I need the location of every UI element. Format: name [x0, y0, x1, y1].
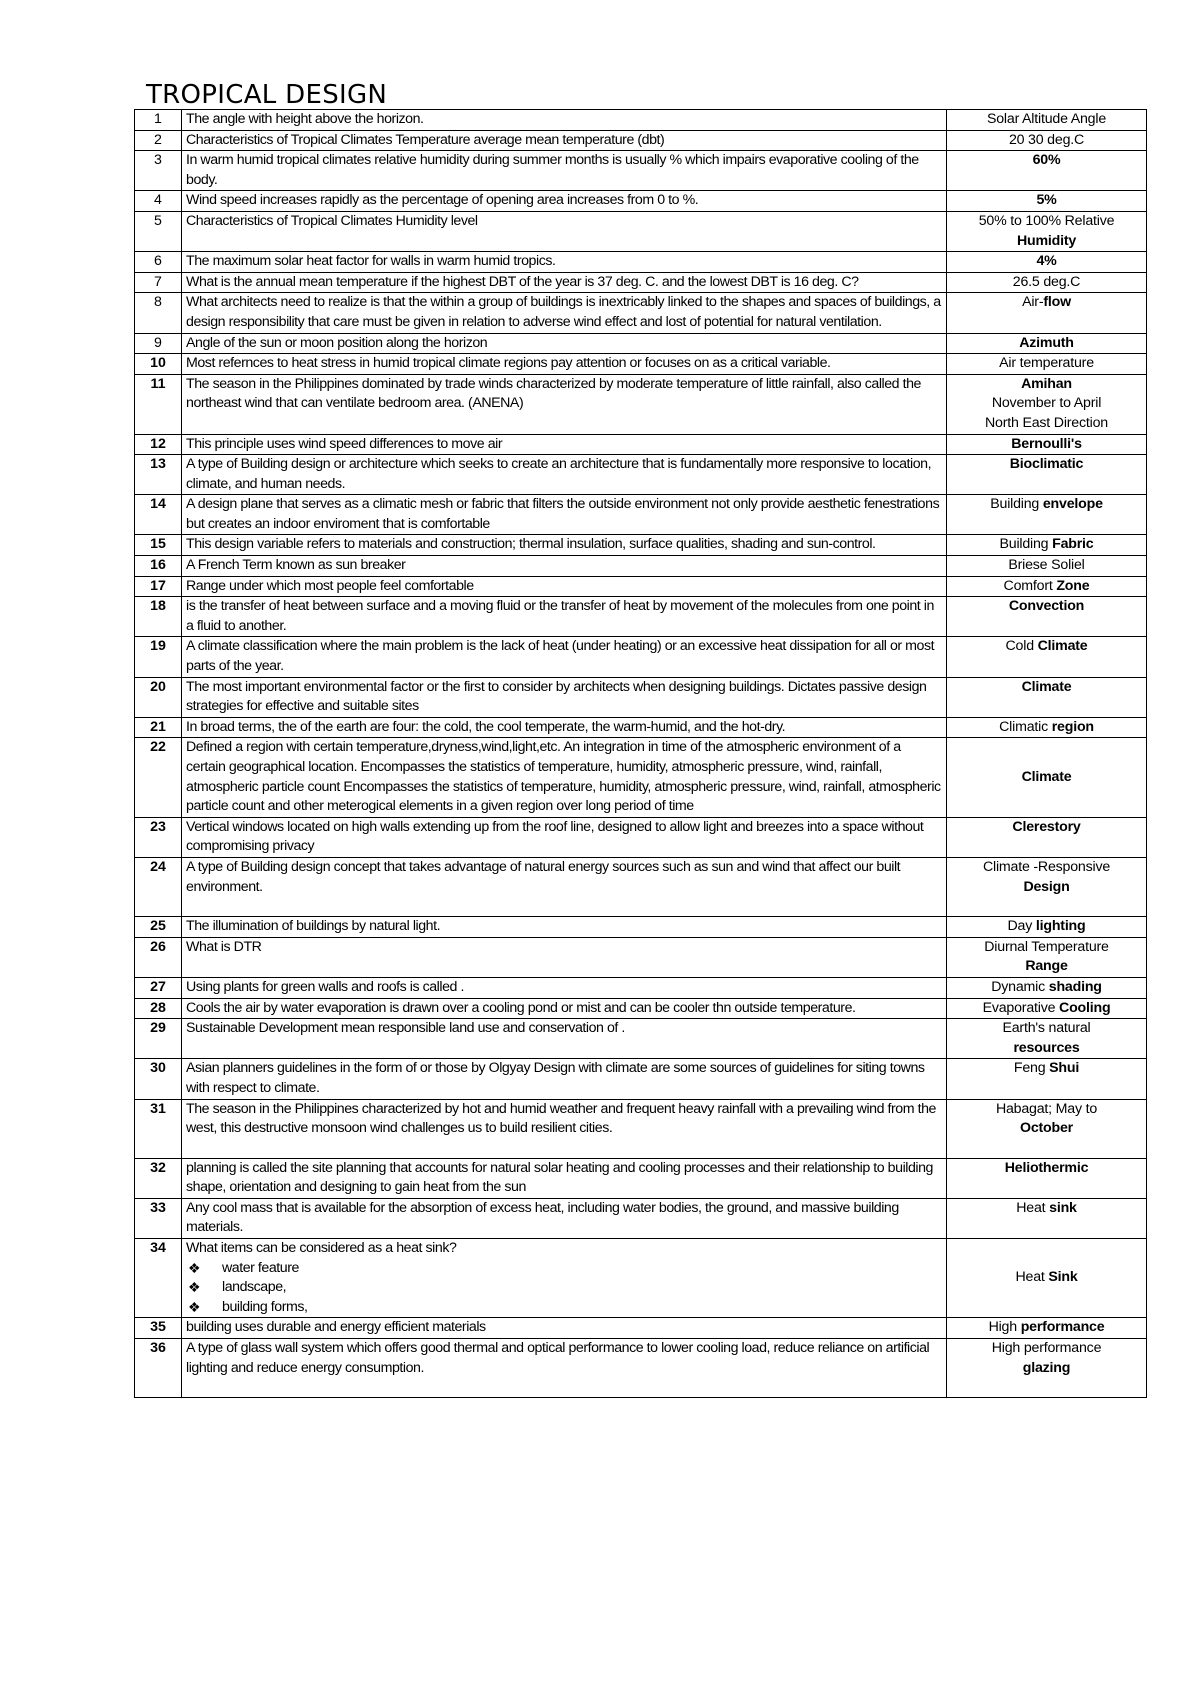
question-number: 14 — [135, 495, 182, 535]
answer-cell — [947, 597, 1147, 637]
question-number: 28 — [135, 998, 182, 1019]
question-number: 36 — [135, 1339, 182, 1398]
answer-cell — [947, 252, 1147, 273]
question-text: A type of Building design concept that takes advantage of natural energy sources such as sun and wind that affect our built environment. — [182, 857, 947, 916]
answer-line-2: resources — [1013, 1039, 1080, 1056]
question-text: Sustainable Development mean responsible land use and conservation of . — [182, 1019, 947, 1059]
answer-bold-text: Fabric — [1052, 536, 1094, 553]
question-text: building uses durable and energy efficient materials — [182, 1318, 947, 1339]
answer-text: Briese Soliel — [1008, 557, 1085, 574]
question-text: This principle uses wind speed differences to move air — [182, 434, 947, 455]
table-row — [135, 817, 1147, 857]
question-text: In broad terms, the of the earth are four: the cold, the cool temperate, the warm-humid, and the hot-dry. — [182, 717, 947, 738]
table-row — [135, 1059, 1147, 1099]
answer-text: Comfort — [1003, 577, 1057, 594]
answer-cell — [947, 857, 1147, 916]
answer-text: Dynamic — [991, 978, 1049, 995]
answer-text: Cold — [1005, 638, 1038, 655]
answer-bold-text: Bioclimatic — [1009, 456, 1084, 473]
answer-bold-text: Convection — [1008, 598, 1085, 615]
answer-text: Climate -Responsive — [982, 858, 1111, 875]
answer-cell — [947, 1019, 1147, 1059]
answer-cell — [947, 576, 1147, 597]
question-prompt: What items can be considered as a heat sink? — [186, 1240, 457, 1257]
question-number: 24 — [135, 857, 182, 916]
questions-table — [134, 109, 1147, 1398]
answer-text: Climatic — [999, 718, 1052, 735]
table-row — [135, 374, 1147, 434]
question-number: 34 — [135, 1239, 182, 1318]
question-number: 8 — [135, 293, 182, 333]
answer-cell — [947, 677, 1147, 717]
bullet-icon: ❖ — [188, 1279, 201, 1296]
table-row — [135, 738, 1147, 817]
list-item — [188, 1298, 942, 1318]
answer-cell — [947, 637, 1147, 677]
answer-bold-text: flow — [1043, 294, 1071, 311]
answer-text: 20 30 deg.C — [1008, 131, 1085, 148]
question-text: Characteristics of Tropical Climates Humidity level — [182, 211, 947, 251]
answer-text: Diurnal Temperature — [984, 938, 1109, 955]
answer-text: Heat — [1015, 1269, 1049, 1286]
question-number: 20 — [135, 677, 182, 717]
answer-bold-text: Sink — [1048, 1269, 1078, 1286]
answer-cell — [947, 917, 1147, 938]
answer-cell — [947, 1339, 1147, 1398]
question-text: A climate classification where the main problem is the lack of heat (under heating) or an excessive heat dissipation for all or most parts of the year. — [182, 637, 947, 677]
table-row — [135, 333, 1147, 354]
table-row — [135, 354, 1147, 375]
table-row — [135, 1019, 1147, 1059]
answer-bold-text: sink — [1049, 1199, 1077, 1216]
answer-line-2: glazing — [1022, 1359, 1071, 1376]
answer-cell — [947, 374, 1147, 434]
question-number: 22 — [135, 738, 182, 817]
list-item — [188, 1259, 942, 1279]
answer-text: Solar Altitude Angle — [986, 111, 1107, 127]
document-title: TROPICAL DESIGN — [146, 80, 388, 110]
answer-bold-text: 4% — [1036, 253, 1057, 270]
answer-cell — [947, 1158, 1147, 1198]
question-text: planning is called the site planning that accounts for natural solar heating and cooling processes and their relationship to building shape, orientation and designing to gain heat from the sun — [182, 1158, 947, 1198]
answer-cell — [947, 717, 1147, 738]
question-text: A type of glass wall system which offers good thermal and optical performance to lower cooling load, reduce reliance on artificial lighting and reduce energy consumption. — [182, 1339, 947, 1398]
answer-text: Building — [999, 536, 1053, 553]
answer-bold-text: 5% — [1036, 192, 1057, 209]
question-number: 3 — [135, 151, 182, 191]
table-row — [135, 1239, 1147, 1318]
answer-text: Air- — [1022, 294, 1044, 311]
table-row — [135, 252, 1147, 273]
table-row — [135, 597, 1147, 637]
question-number: 12 — [135, 434, 182, 455]
answer-bold-text: Heliothermic — [1004, 1159, 1089, 1176]
answer-text: Evaporative — [982, 999, 1060, 1016]
list-item-text: landscape, — [222, 1279, 287, 1296]
answer-cell — [947, 1099, 1147, 1158]
answer-text: Air temperature — [999, 355, 1094, 372]
answer-bold-text: shading — [1048, 978, 1102, 995]
question-text: Range under which most people feel comfortable — [182, 576, 947, 597]
answer-line-2: October — [1020, 1120, 1073, 1137]
answer-cell — [947, 977, 1147, 998]
table-row — [135, 1339, 1147, 1398]
question-text: is the transfer of heat between surface and a moving fluid or the transfer of heat by movement of the molecules from one point in a fluid to another. — [182, 597, 947, 637]
answer-bold-text: lighting — [1035, 918, 1086, 935]
question-text: What architects need to realize is that the within a group of buildings is inextricably linked to the shapes and spaces of buildings, a design responsibility that care must be given in relation to adverse wind effect and lost of potential for natural ventilation. — [182, 293, 947, 333]
question-number: 9 — [135, 333, 182, 354]
answer-bold-text: Bernoulli's — [1011, 435, 1082, 452]
answer-line-2: Design — [1023, 878, 1070, 895]
answer-text: Feng — [1013, 1060, 1050, 1077]
question-number: 35 — [135, 1318, 182, 1339]
answer-line-2: November to April — [991, 395, 1102, 412]
answer-cell — [947, 817, 1147, 857]
question-number: 16 — [135, 556, 182, 577]
question-number: 23 — [135, 817, 182, 857]
answer-bold-text: Cooling — [1059, 999, 1111, 1016]
answer-line-3: North East Direction — [985, 414, 1108, 431]
answer-cell — [947, 354, 1147, 375]
question-number: 33 — [135, 1198, 182, 1238]
list-item-text: water feature — [222, 1259, 299, 1276]
answer-bold-text: Shui — [1049, 1060, 1080, 1077]
answer-cell — [947, 455, 1147, 495]
question-text: Using plants for green walls and roofs is called . — [182, 977, 947, 998]
answer-cell — [947, 151, 1147, 191]
question-text: The maximum solar heat factor for walls in warm humid tropics. — [182, 252, 947, 273]
question-text: Cools the air by water evaporation is drawn over a cooling pond or mist and can be cooler thn outside temperature. — [182, 998, 947, 1019]
question-text: What is DTR — [182, 937, 947, 977]
question-text — [182, 1239, 947, 1318]
question-text: The season in the Philippines dominated by trade winds characterized by moderate temperature of little rainfall, also called the northeast wind that can ventilate bedroom area. (ANENA) — [182, 374, 947, 434]
question-number: 6 — [135, 252, 182, 273]
answer-text: Building — [990, 496, 1043, 513]
table-row — [135, 637, 1147, 677]
list-item-text: building forms, — [222, 1298, 308, 1315]
questions-table-body — [135, 110, 1147, 1398]
answer-text: Day — [1007, 918, 1036, 935]
question-number: 10 — [135, 354, 182, 375]
bullet-icon: ❖ — [188, 1259, 201, 1276]
answer-bold-text: Azimuth — [1019, 334, 1074, 351]
answer-cell — [947, 293, 1147, 333]
answer-cell — [947, 211, 1147, 251]
question-number: 7 — [135, 272, 182, 293]
answer-cell — [947, 434, 1147, 455]
answer-bold-text: region — [1051, 718, 1094, 735]
answer-cell — [947, 110, 1147, 131]
question-number: 18 — [135, 597, 182, 637]
answer-cell — [947, 556, 1147, 577]
answer-text: High performance — [991, 1340, 1102, 1357]
table-row — [135, 677, 1147, 717]
answer-line-2: Humidity — [1016, 232, 1077, 249]
question-text: This design variable refers to materials and construction; thermal insulation, surface qualities, shading and sun-control. — [182, 535, 947, 556]
question-number: 2 — [135, 130, 182, 151]
question-text: In warm humid tropical climates relative humidity during summer months is usually % which impairs evaporative cooling of the body. — [182, 151, 947, 191]
table-row — [135, 211, 1147, 251]
table-row — [135, 998, 1147, 1019]
answer-cell — [947, 130, 1147, 151]
question-text: A type of Building design or architecture which seeks to create an architecture that is fundamentally more responsive to location, climate, and human needs. — [182, 455, 947, 495]
question-number: 1 — [135, 110, 182, 131]
table-row — [135, 455, 1147, 495]
question-number: 4 — [135, 191, 182, 212]
question-text: Any cool mass that is available for the absorption of excess heat, including water bodies, the ground, and massive building materials. — [182, 1198, 947, 1238]
answer-cell — [947, 998, 1147, 1019]
table-row — [135, 272, 1147, 293]
answer-cell — [947, 495, 1147, 535]
answer-cell — [947, 272, 1147, 293]
question-number: 11 — [135, 374, 182, 434]
question-text: The illumination of buildings by natural light. — [182, 917, 947, 938]
table-row — [135, 130, 1147, 151]
table-row — [135, 110, 1147, 131]
question-number: 31 — [135, 1099, 182, 1158]
table-row — [135, 191, 1147, 212]
heat-sink-list — [186, 1259, 942, 1318]
answer-text: Habagat; May to — [995, 1100, 1098, 1117]
question-text: Characteristics of Tropical Climates Temperature average mean temperature (dbt) — [182, 130, 947, 151]
answer-cell — [947, 333, 1147, 354]
table-row — [135, 1198, 1147, 1238]
question-text: What is the annual mean temperature if the highest DBT of the year is 37 deg. C. and the lowest DBT is 16 deg. C? — [182, 272, 947, 293]
answer-bold-text: Climate — [1021, 678, 1072, 695]
table-row — [135, 576, 1147, 597]
list-item — [188, 1278, 942, 1298]
answer-cell — [947, 1059, 1147, 1099]
answer-cell — [947, 535, 1147, 556]
answer-text: 50% to 100% Relative — [978, 212, 1115, 229]
question-number: 21 — [135, 717, 182, 738]
table-row — [135, 1318, 1147, 1339]
question-text: A French Term known as sun breaker — [182, 556, 947, 577]
question-number: 32 — [135, 1158, 182, 1198]
answer-cell — [947, 937, 1147, 977]
question-number: 19 — [135, 637, 182, 677]
question-text: Angle of the sun or moon position along the horizon — [182, 333, 947, 354]
table-row — [135, 1158, 1147, 1198]
table-row — [135, 495, 1147, 535]
answer-bold-text: performance — [1020, 1319, 1105, 1336]
answer-cell — [947, 191, 1147, 212]
answer-cell — [947, 1318, 1147, 1339]
answer-bold-text: 60% — [1032, 152, 1061, 169]
table-row — [135, 977, 1147, 998]
answer-text: High — [988, 1319, 1021, 1336]
question-number: 25 — [135, 917, 182, 938]
answer-cell — [947, 1198, 1147, 1238]
question-number: 29 — [135, 1019, 182, 1059]
table-row — [135, 1099, 1147, 1158]
question-number: 30 — [135, 1059, 182, 1099]
answer-bold-text: Climate — [1037, 638, 1088, 655]
answer-text: Heat — [1016, 1199, 1050, 1216]
table-row — [135, 937, 1147, 977]
table-row — [135, 556, 1147, 577]
question-text: A design plane that serves as a climatic mesh or fabric that filters the outside environment not only provide aesthetic fenestrations but creates an indoor enviroment that is comfortable — [182, 495, 947, 535]
answer-text: 26.5 deg.C — [1012, 273, 1081, 290]
question-text: Wind speed increases rapidly as the percentage of opening area increases from 0 to %. — [182, 191, 947, 212]
answer-cell — [947, 1239, 1147, 1318]
answer-bold-text: Clerestory — [1012, 818, 1081, 835]
question-text: The angle with height above the horizon. — [182, 110, 947, 131]
table-row — [135, 151, 1147, 191]
answer-bold-text: envelope — [1042, 496, 1103, 513]
table-row — [135, 917, 1147, 938]
answer-line-2: Range — [1025, 958, 1068, 975]
question-text: Most refernces to heat stress in humid tropical climate regions pay attention or focuses on as a critical variable. — [182, 354, 947, 375]
table-row — [135, 434, 1147, 455]
question-number: 27 — [135, 977, 182, 998]
question-text: Vertical windows located on high walls extending up from the roof line, designed to allow light and breezes into a space without compromising privacy — [182, 817, 947, 857]
question-text: The most important environmental factor or the first to consider by architects when designing buildings. Dictates passive design strategies for effective and suitable sites — [182, 677, 947, 717]
table-row — [135, 293, 1147, 333]
question-number: 15 — [135, 535, 182, 556]
question-number: 17 — [135, 576, 182, 597]
table-row — [135, 857, 1147, 916]
table-row — [135, 535, 1147, 556]
question-text: Defined a region with certain temperature,dryness,wind,light,etc. An integration in time of the atmospheric environment of a certain geographical location. Encompasses the statistics of temperature, humidity, atmospheric pressure, wind, rainfall, atmospheric particle count Encompasses the statistics of temperature, humidity, atmospheric pressure, wind, rainfall, atmospheric particle count and other meterogical elements in a given region over long period of time — [182, 738, 947, 817]
table-row — [135, 717, 1147, 738]
answer-bold-text: Climate — [1021, 768, 1072, 785]
question-text: Asian planners guidelines in the form of or those by Olgyay Design with climate are some sources of guidelines for siting towns with respect to climate. — [182, 1059, 947, 1099]
question-text: The season in the Philippines characterized by hot and humid weather and frequent heavy rainfall with a prevailing wind from the west, this destructive monsoon wind challenges us to build resilient cities. — [182, 1099, 947, 1158]
question-number: 13 — [135, 455, 182, 495]
question-number: 26 — [135, 937, 182, 977]
answer-bold-text: Zone — [1056, 577, 1090, 594]
answer-text: Earth's natural — [1002, 1020, 1091, 1037]
bullet-icon: ❖ — [188, 1298, 201, 1315]
question-number: 5 — [135, 211, 182, 251]
answer-bold-text: Amihan — [1021, 375, 1072, 392]
answer-cell — [947, 738, 1147, 817]
